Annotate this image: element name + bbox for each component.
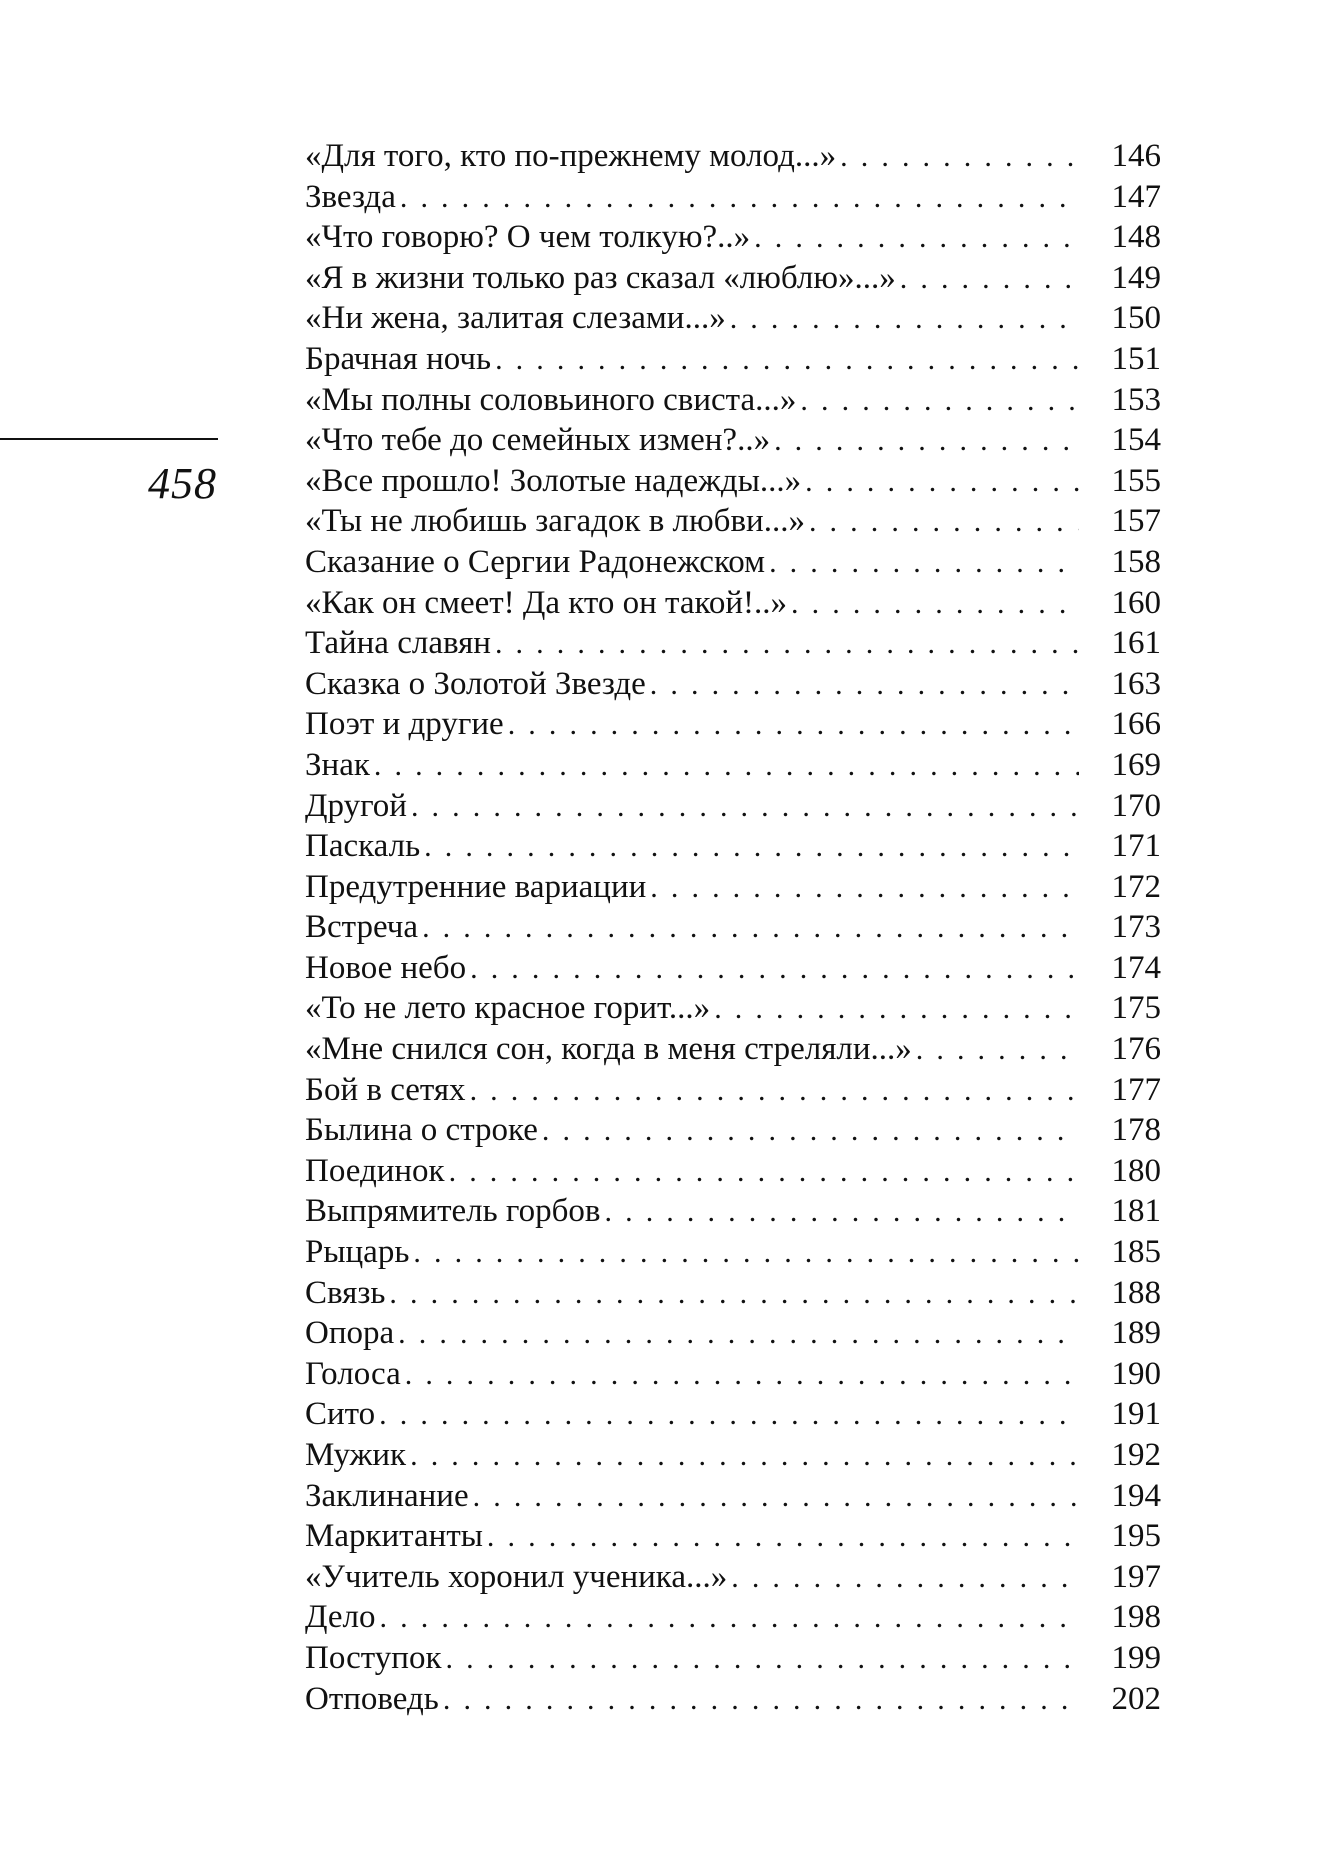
toc-entry <box>305 542 1161 583</box>
toc-dot-leader <box>508 705 1079 746</box>
toc-entry-title: Знак <box>305 746 370 783</box>
toc-dot-leader <box>769 543 1079 584</box>
toc-entry-page: 177 <box>1111 1071 1161 1108</box>
toc-dot-leader <box>900 259 1079 300</box>
toc-dot-leader <box>443 1680 1079 1721</box>
toc-dot-leader <box>774 421 1079 462</box>
toc-entry-page: 161 <box>1111 625 1161 662</box>
toc-entry <box>305 583 1161 624</box>
toc-entry-title: Опора <box>305 1315 395 1352</box>
toc-dot-leader <box>473 1477 1079 1518</box>
toc-entry-title: Поединок <box>305 1152 445 1189</box>
toc-entry-title: Голоса <box>305 1355 401 1392</box>
margin-rule <box>0 438 218 440</box>
toc-entry <box>305 136 1161 177</box>
toc-entry <box>305 217 1161 258</box>
toc-entry-title: Выпрямитель горбов <box>305 1193 601 1230</box>
toc-entry-page: 191 <box>1111 1396 1161 1433</box>
toc-entry-title: Другой <box>305 787 407 824</box>
toc-entry-page: 148 <box>1111 219 1161 256</box>
toc-entry <box>305 1191 1161 1232</box>
toc-dot-leader <box>650 665 1079 706</box>
toc-entry <box>305 1516 1161 1557</box>
toc-entry-title: Сказка о Золотой Звезде <box>305 665 646 702</box>
toc-entry-title: «Что говорю? О чем толкую?..» <box>305 219 751 256</box>
toc-entry-page: 178 <box>1111 1112 1161 1149</box>
toc-dot-leader <box>424 827 1079 868</box>
toc-entry-title: Рыцарь <box>305 1234 410 1271</box>
toc-dot-leader <box>398 1314 1079 1355</box>
toc-entry-title: «Учитель хоронил ученика...» <box>305 1558 728 1595</box>
toc-entry <box>305 948 1161 989</box>
toc-entry-page: 189 <box>1111 1315 1161 1352</box>
toc-dot-leader <box>405 1355 1079 1396</box>
toc-dot-leader <box>449 1152 1079 1193</box>
toc-entry <box>305 1394 1161 1435</box>
toc-entry <box>305 1029 1161 1070</box>
toc-entry-page: 170 <box>1111 787 1161 824</box>
toc-entry-title: Звезда <box>305 178 396 215</box>
toc-entry-title: Сказание о Сергии Радонежском <box>305 543 766 580</box>
toc-entry <box>305 298 1161 339</box>
toc-entry <box>305 907 1161 948</box>
toc-entry <box>305 461 1161 502</box>
toc-entry-title: «Мне снился сон, когда в меня стреляли...» <box>305 1031 912 1068</box>
toc-entry-page: 172 <box>1111 868 1161 905</box>
toc-entry <box>305 1273 1161 1314</box>
toc-entry-page: 157 <box>1111 503 1161 540</box>
toc-entry <box>305 1679 1161 1720</box>
toc-entry-page: 181 <box>1111 1193 1161 1230</box>
toc-dot-leader <box>495 624 1079 665</box>
toc-entry-page: 192 <box>1111 1437 1161 1473</box>
toc-entry-title: Бой в сетях <box>305 1071 466 1108</box>
toc-dot-leader <box>542 1111 1079 1152</box>
toc-entry <box>305 1638 1161 1679</box>
toc-entry <box>305 1070 1161 1111</box>
toc-entry <box>305 704 1161 745</box>
toc-entry <box>305 258 1161 299</box>
toc-entry-title: Связь <box>305 1274 386 1311</box>
table-of-contents <box>305 136 1161 1719</box>
toc-entry-title: «То не лето красное горит...» <box>305 990 711 1027</box>
toc-entry-title: Тайна славян <box>305 625 491 662</box>
toc-entry-title: Встреча <box>305 909 419 946</box>
toc-entry-page: 153 <box>1111 381 1161 418</box>
toc-entry-page: 188 <box>1111 1274 1161 1311</box>
toc-entry <box>305 420 1161 461</box>
toc-entry-title: «Что тебе до семейных измен?..» <box>305 422 771 459</box>
toc-dot-leader <box>470 1071 1079 1112</box>
toc-dot-leader <box>916 1030 1079 1071</box>
toc-entry-title: Маркитанты <box>305 1518 483 1555</box>
toc-entry-title: Отповедь <box>305 1680 439 1717</box>
toc-dot-leader <box>413 1233 1079 1274</box>
toc-dot-leader <box>400 178 1079 219</box>
toc-entry-page: 155 <box>1111 462 1161 499</box>
toc-entry-title: «Для того, кто по-прежнему молод...» <box>305 138 837 174</box>
toc-entry-title: «Как он смеет! Да кто он такой!..» <box>305 584 788 621</box>
toc-dot-leader <box>411 787 1079 828</box>
toc-entry <box>305 1313 1161 1354</box>
toc-entry-page: 163 <box>1111 665 1161 702</box>
toc-entry-title: Дело <box>305 1599 376 1636</box>
toc-dot-leader <box>791 584 1079 625</box>
toc-entry-title: Сито <box>305 1396 376 1433</box>
toc-entry-title: Новое небо <box>305 949 467 986</box>
toc-entry <box>305 339 1161 380</box>
toc-entry-page: 160 <box>1111 584 1161 621</box>
toc-dot-leader <box>805 462 1079 503</box>
toc-entry-page: 146 <box>1111 138 1161 174</box>
toc-dot-leader <box>379 1395 1079 1436</box>
toc-entry-title: Былина о строке <box>305 1112 538 1149</box>
toc-entry-page: 166 <box>1111 706 1161 743</box>
toc-entry-title: «Я в жизни только раз сказал «люблю»...» <box>305 259 896 296</box>
toc-dot-leader <box>374 746 1079 787</box>
toc-dot-leader <box>470 949 1079 990</box>
toc-entry <box>305 826 1161 867</box>
toc-dot-leader <box>605 1192 1080 1233</box>
toc-entry <box>305 786 1161 827</box>
toc-dot-leader <box>800 381 1079 422</box>
toc-entry-page: 173 <box>1111 909 1161 946</box>
toc-entry <box>305 1557 1161 1598</box>
toc-entry <box>305 745 1161 786</box>
toc-dot-leader <box>840 137 1079 178</box>
toc-entry <box>305 1597 1161 1638</box>
toc-dot-leader <box>410 1436 1079 1477</box>
toc-dot-leader <box>389 1274 1079 1315</box>
toc-entry-title: Предутренние вариации <box>305 868 647 905</box>
toc-entry <box>305 664 1161 705</box>
toc-entry-page: 194 <box>1111 1477 1161 1514</box>
toc-entry <box>305 988 1161 1029</box>
toc-entry <box>305 1476 1161 1517</box>
toc-entry-title: Брачная ночь <box>305 340 492 377</box>
toc-dot-leader <box>731 1558 1079 1599</box>
toc-entry-page: 185 <box>1111 1234 1161 1271</box>
toc-dot-leader <box>754 218 1079 259</box>
toc-entry-page: 147 <box>1111 178 1161 215</box>
toc-entry-title: «Мы полны соловьиного свиста...» <box>305 381 797 418</box>
toc-entry-page: 199 <box>1111 1639 1161 1676</box>
toc-entry-page: 175 <box>1111 990 1161 1027</box>
toc-entry <box>305 177 1161 218</box>
toc-dot-leader <box>809 502 1079 543</box>
toc-entry-page: 174 <box>1111 949 1161 986</box>
toc-dot-leader <box>495 340 1079 381</box>
toc-entry-title: «Ни жена, залитая слезами...» <box>305 300 726 337</box>
toc-entry-title: Паскаль <box>305 828 421 865</box>
toc-entry-page: 202 <box>1111 1680 1161 1717</box>
toc-entry-page: 158 <box>1111 543 1161 580</box>
toc-dot-leader <box>714 989 1079 1030</box>
toc-entry-page: 149 <box>1111 259 1161 296</box>
toc-entry-page: 151 <box>1111 340 1161 377</box>
toc-entry <box>305 1110 1161 1151</box>
toc-entry-title: Заклинание <box>305 1477 469 1514</box>
toc-entry <box>305 623 1161 664</box>
toc-entry-page: 154 <box>1111 422 1161 459</box>
page-number: 458 <box>148 459 217 508</box>
toc-entry-page: 198 <box>1111 1599 1161 1636</box>
toc-entry-page: 195 <box>1111 1518 1161 1555</box>
toc-entry-page: 176 <box>1111 1031 1161 1068</box>
toc-entry-title: Мужик <box>305 1437 407 1473</box>
toc-entry-title: Поступок <box>305 1639 442 1676</box>
toc-entry <box>305 1232 1161 1273</box>
toc-entry-page: 197 <box>1111 1558 1161 1595</box>
toc-entry-page: 190 <box>1111 1355 1161 1392</box>
toc-entry-title: «Все прошло! Золотые надежды...» <box>305 462 802 499</box>
toc-entry-title: «Ты не любишь загадок в любви...» <box>305 503 805 540</box>
toc-dot-leader <box>422 908 1079 949</box>
toc-entry <box>305 501 1161 542</box>
toc-entry <box>305 867 1161 908</box>
toc-entry-page: 171 <box>1111 828 1161 865</box>
toc-dot-leader <box>380 1598 1079 1639</box>
toc-dot-leader <box>730 299 1079 340</box>
toc-entry-page: 169 <box>1111 746 1161 783</box>
toc-entry <box>305 380 1161 421</box>
toc-entry <box>305 1435 1161 1476</box>
toc-entry <box>305 1354 1161 1395</box>
toc-dot-leader <box>487 1517 1079 1558</box>
toc-entry-title: Поэт и другие <box>305 706 504 743</box>
toc-entry <box>305 1151 1161 1192</box>
toc-entry-page: 150 <box>1111 300 1161 337</box>
toc-dot-leader <box>650 868 1079 909</box>
toc-dot-leader <box>445 1639 1079 1680</box>
toc-entry-page: 180 <box>1111 1152 1161 1189</box>
